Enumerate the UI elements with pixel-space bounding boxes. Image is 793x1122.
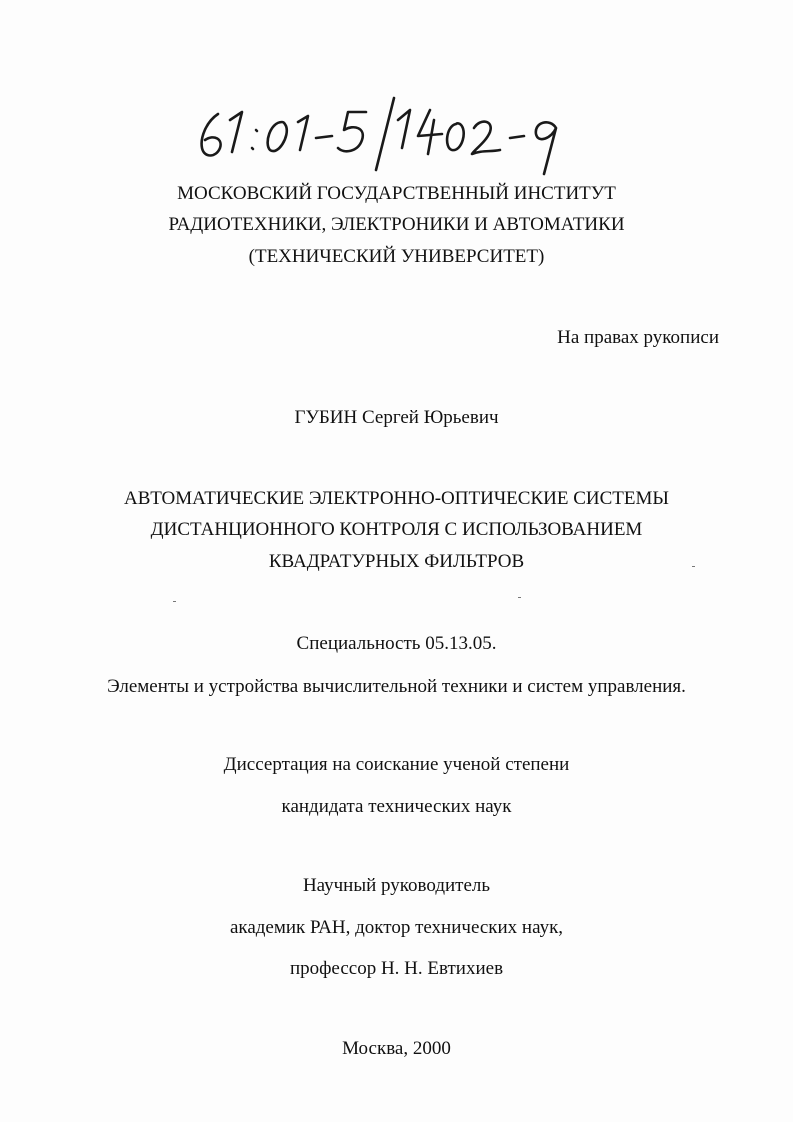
thesis-title-line-2: ДИСТАНЦИОННОГО КОНТРОЛЯ С ИСПОЛЬЗОВАНИЕМ: [150, 519, 643, 540]
specialty-code: Специальность 05.13.05.: [296, 633, 497, 654]
supervisor-line-2: профессор Н. Н. Евтихиев: [289, 958, 504, 979]
thesis-title-line-3: КВАДРАТУРНЫХ ФИЛЬТРОВ: [268, 551, 525, 572]
scan-speck: [692, 566, 695, 567]
handwritten-catalog-number: [190, 92, 570, 182]
institution-line-1: МОСКОВСКИЙ ГОСУДАРСТВЕННЫЙ ИНСТИТУТ: [177, 183, 616, 204]
scan-speck: [518, 597, 521, 598]
institution-line-3: (ТЕХНИЧЕСКИЙ УНИВЕРСИТЕТ): [248, 246, 545, 267]
scan-speck: [173, 601, 176, 602]
institution-line-2: РАДИОТЕХНИКИ, ЭЛЕКТРОНИКИ И АВТОМАТИКИ: [168, 214, 625, 235]
degree-line-1: Диссертация на соискание ученой степени: [223, 754, 570, 775]
place-and-year: Москва, 2000: [342, 1038, 451, 1059]
specialty-name: Элементы и устройства вычислительной техники и систем управления.: [107, 676, 686, 697]
manuscript-note: На правах рукописи: [557, 327, 719, 348]
author-name: ГУБИН Сергей Юрьевич: [294, 407, 499, 428]
supervisor-heading: Научный руководитель: [302, 875, 491, 896]
thesis-title-line-1: АВТОМАТИЧЕСКИЕ ЭЛЕКТРОННО-ОПТИЧЕСКИЕ СИСТЕМЫ: [124, 488, 669, 509]
supervisor-line-1: академик РАН, доктор технических наук,: [229, 917, 564, 938]
degree-line-2: кандидата технических наук: [281, 796, 512, 817]
